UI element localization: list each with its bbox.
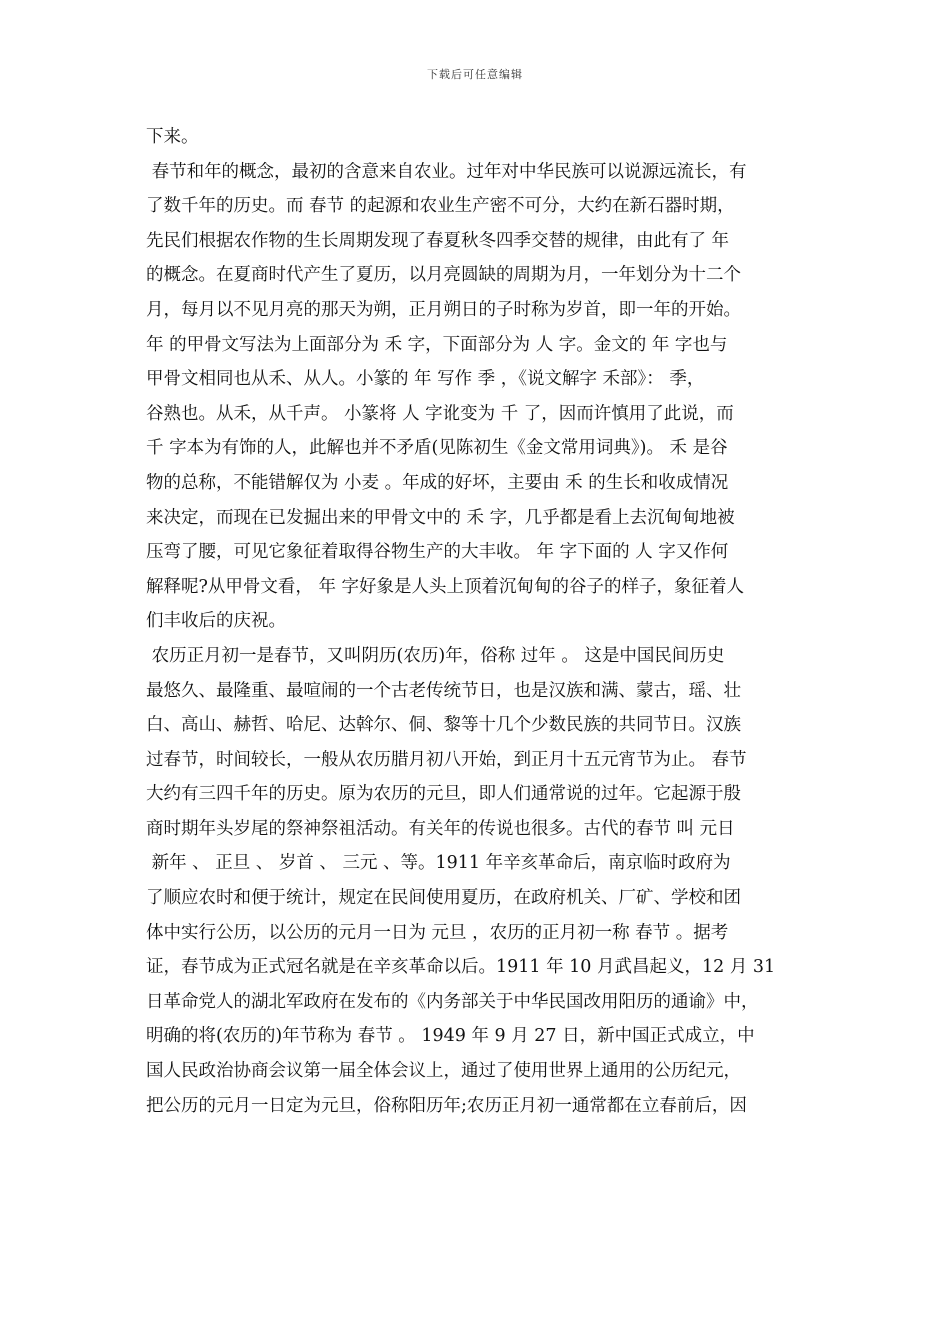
text-line: 过春节，时间较长，一般从农历腊月初八开始，到正月十五元宵节为止。 春节 xyxy=(146,749,747,770)
text-line: 们丰收后的庆祝。 xyxy=(146,611,286,632)
text-line: 把公历的元月一日定为元旦，俗称阳历年;农历正月初一通常都在立春前后，因 xyxy=(146,1095,747,1116)
text-line: 明确的将(农历的)年节称为 春节 。 1949 年 9 月 27 日，新中国正式成立，中 xyxy=(146,1026,755,1047)
text-line: 国人民政治协商会议第一届全体会议上，通过了使用世界上通用的公历纪元， xyxy=(146,1061,741,1082)
text-line: 的概念。在夏商时代产生了夏历，以月亮圆缺的周期为月，一年划分为十二个 xyxy=(146,265,741,286)
text-line: 千 字本为有饰的人，此解也并不矛盾(见陈初生《金文常用词典》)。 禾 是谷 xyxy=(146,438,728,459)
text-line: 先民们根据农作物的生长周期发现了春夏秋冬四季交替的规律，由此有了 年 xyxy=(146,230,730,251)
text-line: 大约有三四千年的历史。原为农历的元旦，即人们通常说的过年。它起源于殷 xyxy=(146,784,741,805)
text-line: 新年 、 正旦 、 岁首 、 三元 、等。1911 年辛亥革命后，南京临时政府为 xyxy=(146,853,731,874)
text-line: 白、高山、赫哲、哈尼、达斡尔、侗、黎等十几个少数民族的共同节日。汉族 xyxy=(146,715,741,736)
text-line: 月，每月以不见月亮的那天为朔，正月朔日的子时称为岁首，即一年的开始。 xyxy=(146,299,741,320)
text-line: 春节和年的概念，最初的含意来自农业。过年对中华民族可以说源远流长，有 xyxy=(146,161,747,182)
text-line: 解释呢?从甲骨文看， 年 字好象是人头上顶着沉甸甸的谷子的样子，象征着人 xyxy=(146,576,745,597)
text-line: 年 的甲骨文写法为上面部分为 禾 字，下面部分为 人 字。金文的 年 字也与 xyxy=(146,334,728,355)
page-header: 下载后可任意编辑 xyxy=(427,68,523,81)
text-line: 了数千年的历史。而 春节 的起源和农业生产密不可分，大约在新石器时期， xyxy=(146,196,735,217)
text-line: 甲骨文相同也从禾、从人。小篆的 年 写作 季 ，《说文解字 禾部》： 季， xyxy=(146,369,705,390)
document-body xyxy=(146,120,810,1123)
text-line: 压弯了腰，可见它象征着取得谷物生产的大丰收。 年 字下面的 人 字又作何 xyxy=(146,542,729,563)
text-line: 体中实行公历，以公历的元月一日为 元旦 ，农历的正月初一称 春节 。据考 xyxy=(146,922,729,943)
text-line: 了顺应农时和便于统计，规定在民间使用夏历，在政府机关、厂矿、学校和团 xyxy=(146,888,741,909)
text-line: 下来。 xyxy=(146,127,199,147)
text-line: 谷熟也。从禾，从千声。 小篆将 人 字讹变为 千 了，因而许慎用了此说，而 xyxy=(146,403,734,424)
text-line: 最悠久、最隆重、最喧闹的一个古老传统节日，也是汉族和满、蒙古，瑶、壮 xyxy=(146,680,741,701)
text-line: 来决定，而现在已发掘出来的甲骨文中的 禾 字，几乎都是看上去沉甸甸地被 xyxy=(146,507,735,528)
text-line: 物的总称，不能错解仅为 小麦 。年成的好坏，主要由 禾 的生长和收成情况 xyxy=(146,472,729,493)
text-line: 日革命党人的湖北军政府在发布的《内务部关于中华民国改用阳历的通谕》中， xyxy=(146,991,759,1012)
text-line: 农历正月初一是春节，又叫阴历(农历)年，俗称 过年 。 这是中国民间历史 xyxy=(146,645,725,666)
text-line: 商时期年头岁尾的祭神祭祖活动。有关年的传说也很多。古代的春节 叫 元日 xyxy=(146,818,735,839)
text-line: 证，春节成为正式冠名就是在辛亥革命以后。1911 年 10 月武昌起义，12 月 31 xyxy=(146,957,776,978)
